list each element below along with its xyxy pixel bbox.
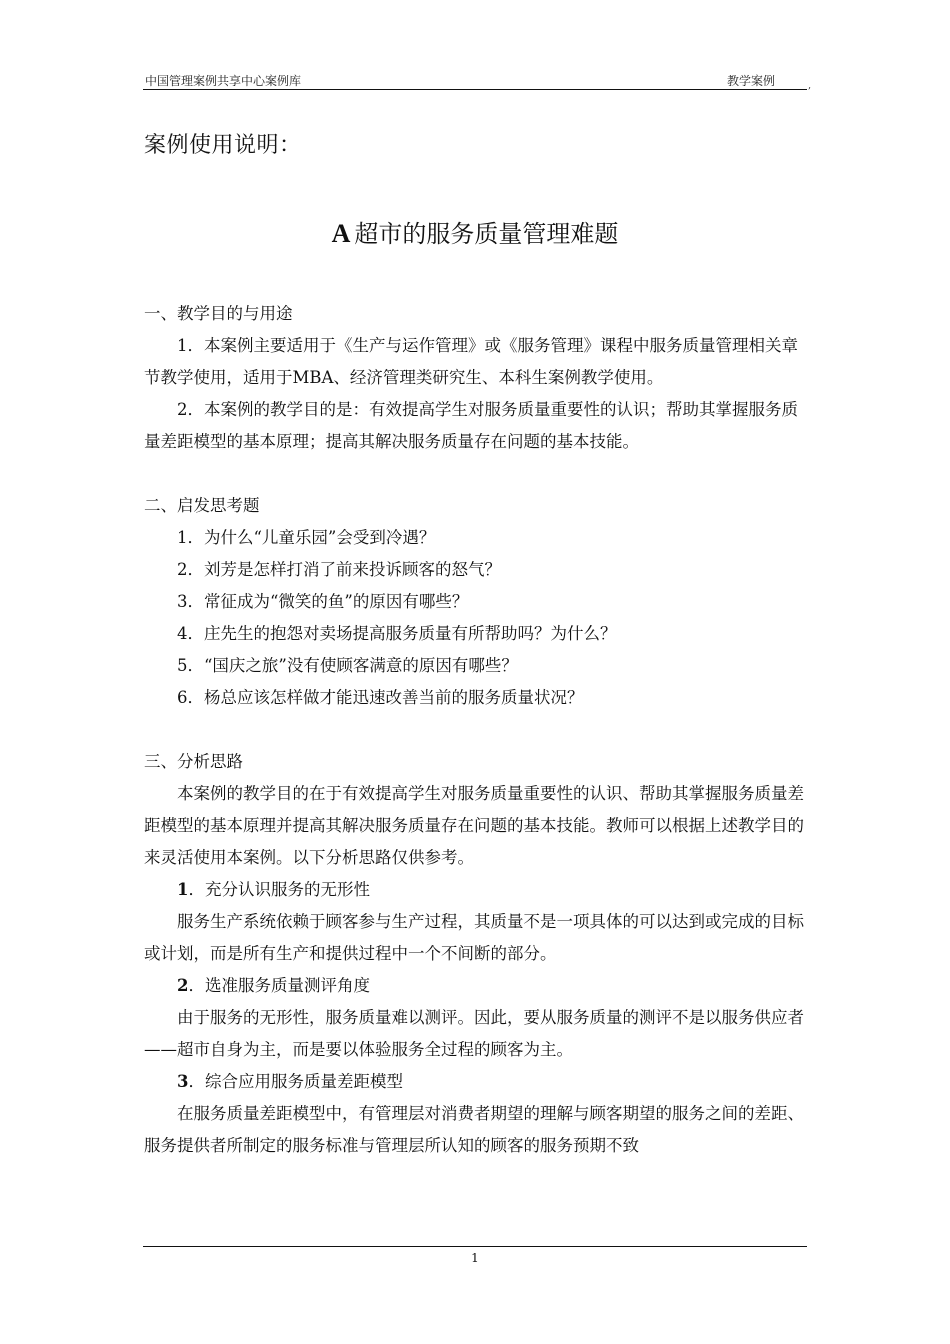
paragraph: 1．本案例主要适用于《生产与运作管理》或《服务管理》课程中服务质量管理相关章节教学使用，适用于MBA、经济管理类研究生、本科生案例教学使用。 [144,336,798,387]
question-item: 5．“国庆之旅”没有使顾客满意的原因有哪些？ [177,656,518,675]
header-category: 教学案例 [726,74,775,88]
document-title [0,214,950,249]
subheading-number: 2 [177,976,189,995]
header-rule [143,89,807,90]
case-usage-label: 案例使用说明： [144,133,302,158]
title-prefix: A [331,219,351,248]
section-heading: 二、启发思考题 [144,496,260,515]
paragraph: 由于服务的无形性，服务质量难以测评。因此，要从服务质量的测评不是以服务供应者——超市自身为主，而是要以体验服务全过程的顾客为主。 [144,1008,804,1059]
paragraph: 服务生产系统依赖于顾客参与生产过程，其质量不是一项具体的可以达到或完成的目标或计划，而是所有生产和提供过程中一个不间断的部分。 [144,912,804,963]
header-source: 中国管理案例共享中心案例库 [145,74,302,88]
document-body [144,298,808,1162]
subheading [144,874,808,906]
section-heading: 三、分析思路 [144,752,243,771]
subheading-number: 1 [177,880,189,899]
subheading [144,1066,808,1098]
paragraph: 2．本案例的教学目的是：有效提高学生对服务质量重要性的认识；帮助其掌握服务质量差距模型的基本原理；提高其解决服务质量存在问题的基本技能。 [144,400,798,451]
question-item: 1．为什么“儿童乐园”会受到冷遇？ [177,528,436,547]
paragraph: 在服务质量差距模型中，有管理层对消费者期望的理解与顾客期望的服务之间的差距、服务提供者所制定的服务标准与管理层所认知的顾客的服务预期不致 [144,1104,804,1155]
section-heading: 一、教学目的与用途 [144,304,293,323]
question-item: 6．杨总应该怎样做才能迅速改善当前的服务质量状况？ [177,688,584,707]
subheading-number: 3 [177,1072,189,1091]
question-item: 2．刘芳是怎样打消了前来投诉顾客的怒气？ [177,560,501,579]
page-number: 1 [471,1251,479,1265]
title-text: 超市的服务质量管理难题 [354,220,619,248]
question-item: 3．常征成为“微笑的鱼”的原因有哪些？ [177,592,469,611]
paragraph: 本案例的教学目的在于有效提高学生对服务质量重要性的认识、帮助其掌握服务质量差距模型的基本原理并提高其解决服务质量存在问题的基本技能。教师可以根据上述教学目的来灵活使用本案例。以下分析思路仅供参考。 [144,784,804,867]
subheading-text: ．选准服务质量测评角度 [188,976,370,995]
footer-rule [143,1246,807,1247]
header-mark: , [808,80,812,91]
subheading-text: ．充分认识服务的无形性 [188,880,370,899]
subheading-text: ．综合应用服务质量差距模型 [188,1072,403,1091]
question-item: 4．庄先生的抱怨对卖场提高服务质量有所帮助吗？为什么？ [177,624,617,643]
subheading [144,970,808,1002]
